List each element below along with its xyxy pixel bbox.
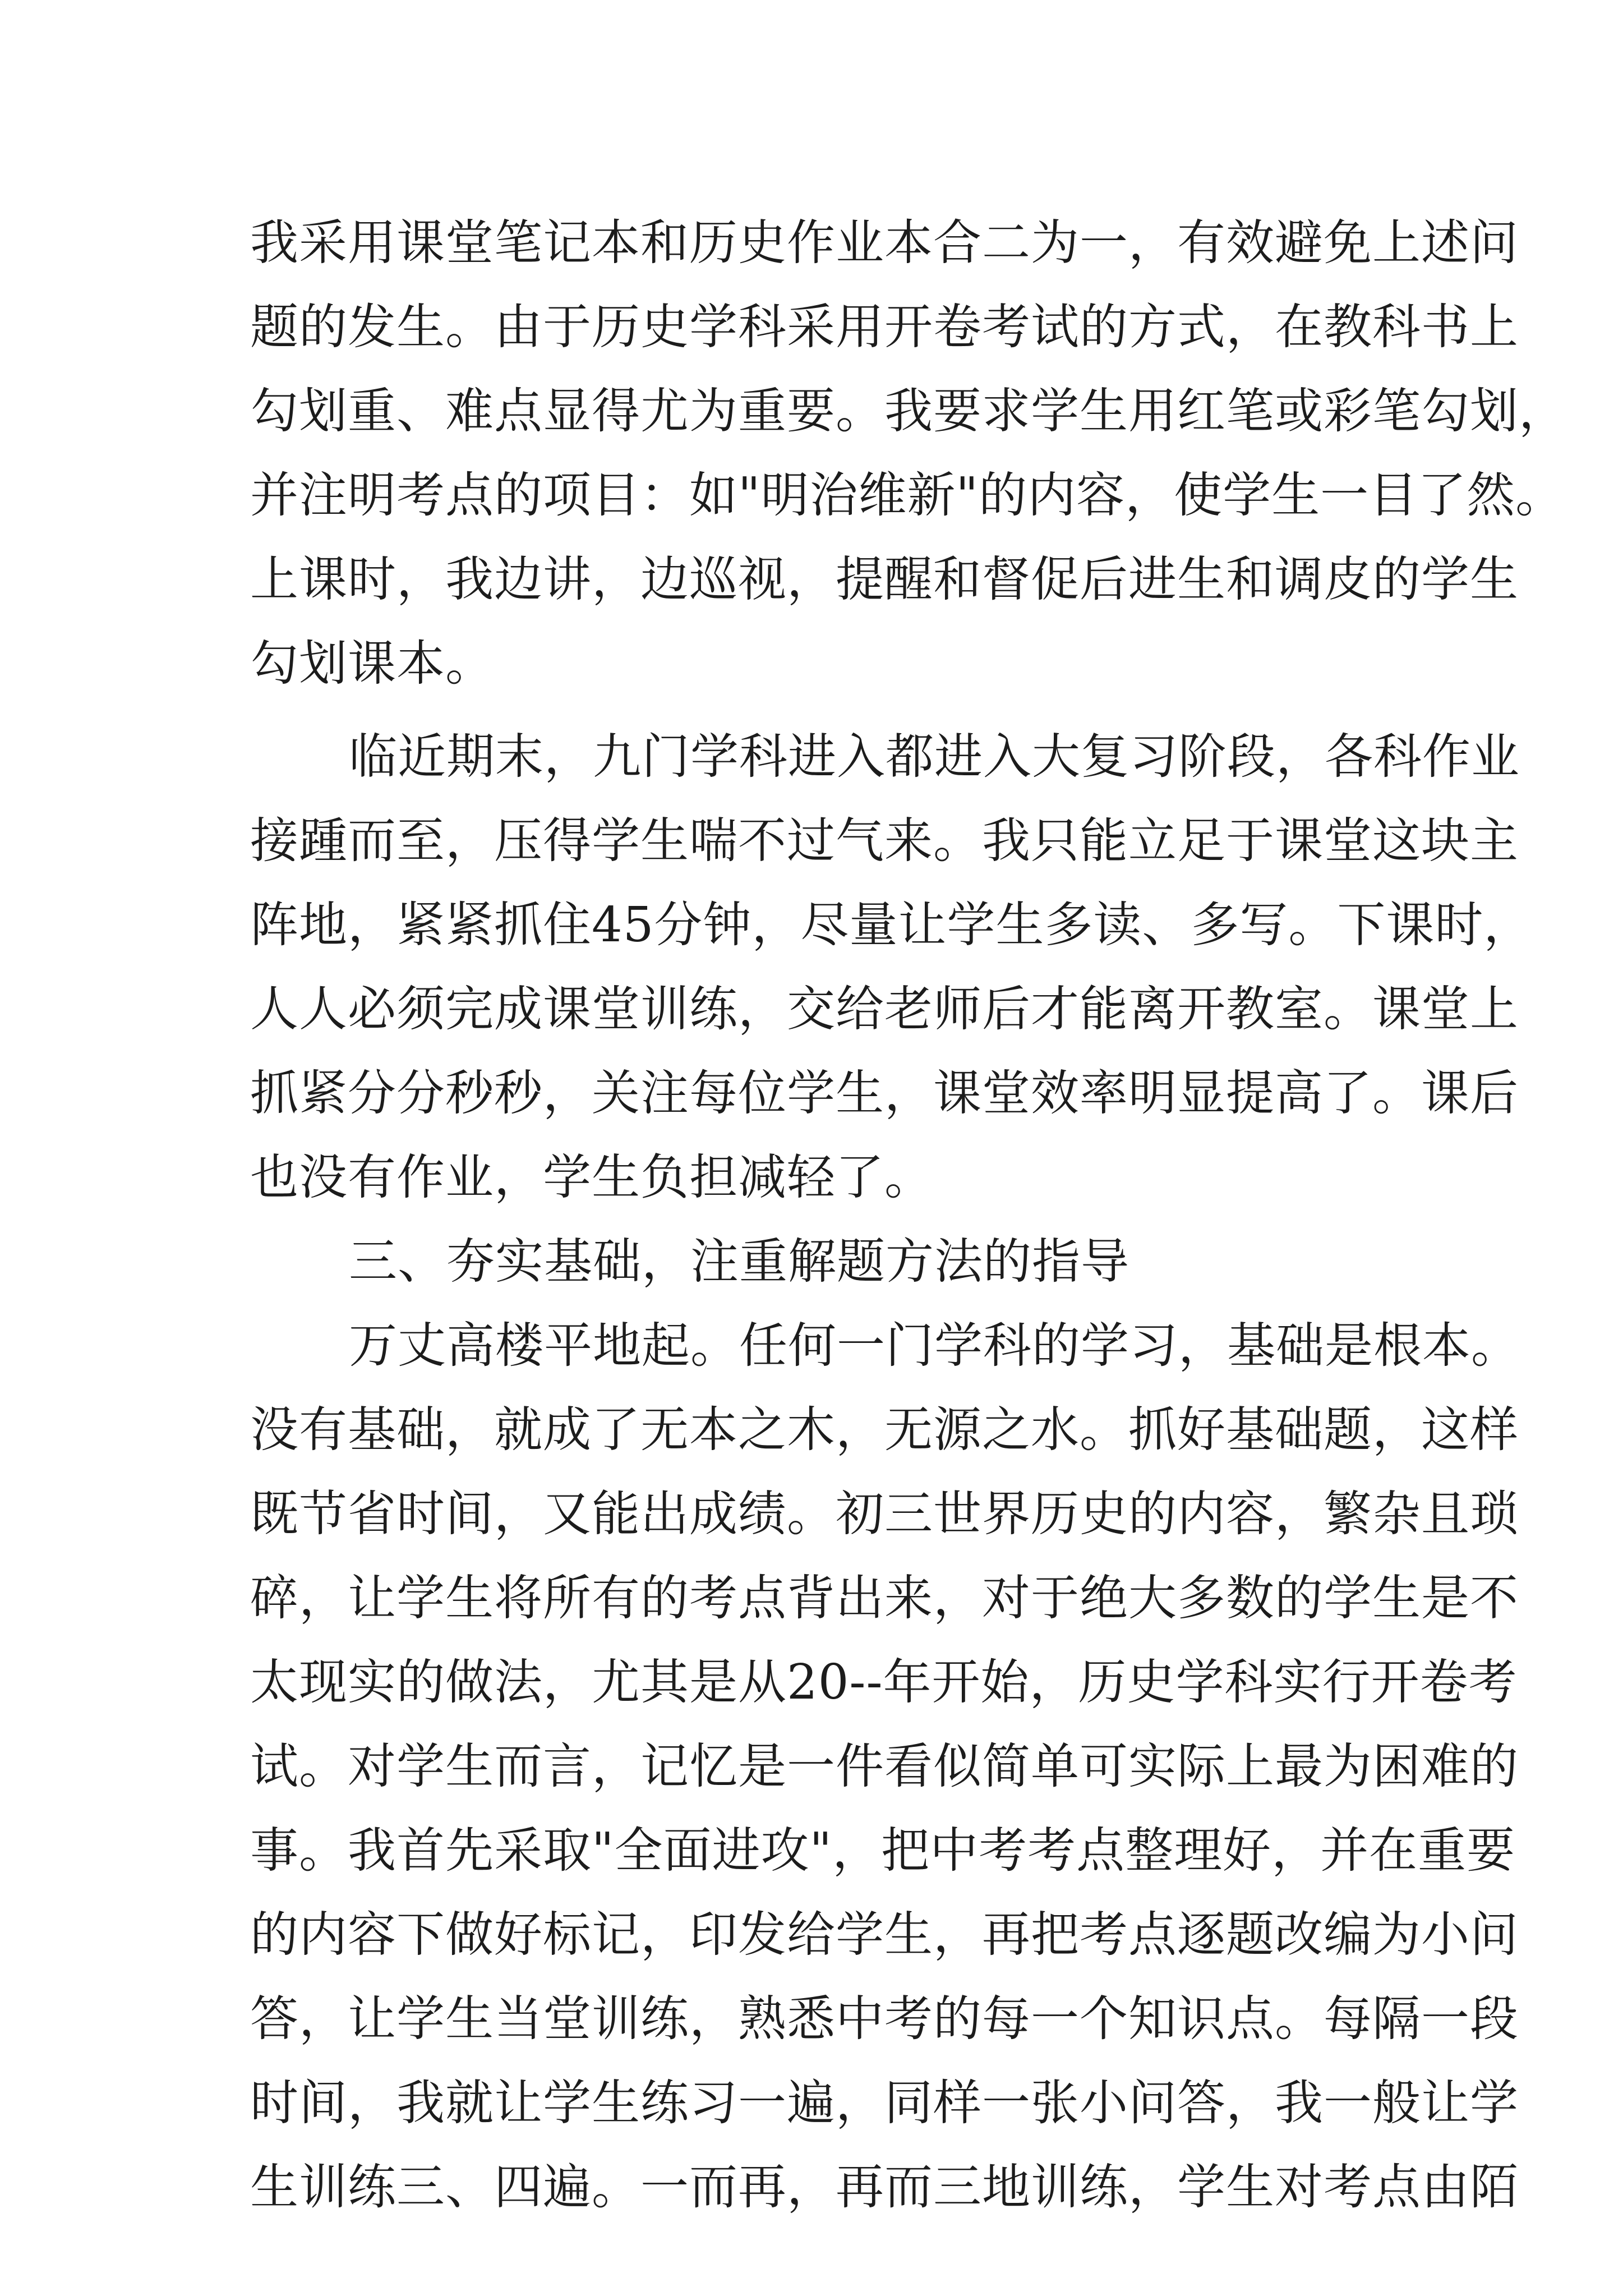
text-line: 答，让学生当堂训练，熟悉中考的每一个知识点。每隔一段 (250, 1991, 1519, 2047)
text-line: 碎，让学生将所有的考点背出来，对于绝大多数的学生是不 (250, 1570, 1519, 1626)
text-line: 试。对学生而言，记忆是一件看似简单可实际上最为困难的 (250, 1738, 1519, 1795)
text-line: 抓紧分分秒秒，关注每位学生，课堂效率明显提高了。课后 (250, 1065, 1519, 1121)
text-line: 既节省时间，又能出成绩。初三世界历史的内容，繁杂且琐 (250, 1486, 1519, 1542)
text-line: 并注明考点的项目：如"明治维新"的内容，使学生一目了然。 (250, 467, 1565, 523)
text-line: 我采用课堂笔记本和历史作业本合二为一，有效避免上述问 (250, 215, 1519, 271)
text-line: 也没有作业，学生负担减轻了。 (250, 1149, 933, 1205)
paragraph-final-review (250, 715, 1533, 1220)
text-line: 的内容下做好标记，印发给学生，再把考点逐题改编为小问 (250, 1907, 1519, 1963)
paragraph-notebook-method (250, 201, 1567, 706)
paragraph-spacer (250, 706, 1394, 715)
text-line: 事。我首先采取"全面进攻"，把中考考点整理好，并在重要 (250, 1823, 1516, 1879)
text-line: 阵地，紧紧抓住45分钟，尽量让学生多读、多写。下课时， (250, 897, 1533, 953)
text-line: 生训练三、四遍。一而再，再而三地训练，学生对考点由陌 (250, 2159, 1519, 2215)
text-line: 接踵而至，压得学生喘不过气来。我只能立足于课堂这块主 (250, 813, 1519, 869)
text-line: 人人必须完成课堂训练，交给老师后才能离开教室。课堂上 (250, 981, 1519, 1037)
text-line: 没有基础，就成了无本之木，无源之水。抓好基础题，这样 (250, 1402, 1519, 1458)
text-line: 临近期末，九门学科进入都进入大复习阶段，各科作业 (349, 729, 1520, 785)
text-line: 上课时，我边讲，边巡视，提醒和督促后进生和调皮的学生 (250, 551, 1519, 608)
text-line: 勾划课本。 (250, 636, 494, 692)
text-line: 三、夯实基础，注重解题方法的指导 (349, 1234, 1129, 1290)
text-line: 万丈高楼平地起。任何一门学科的学习，基础是根本。 (349, 1318, 1520, 1374)
paragraph-foundation (250, 1304, 1520, 2229)
section-heading-three (250, 1220, 1394, 1304)
text-line: 题的发生。由于历史学科采用开卷考试的方式，在教科书上 (250, 299, 1519, 355)
document-body (250, 201, 1567, 2229)
text-line: 太现实的做法，尤其是从20--年开始，历史学科实行开卷考 (250, 1654, 1518, 1710)
text-line: 勾划重、难点显得尤为重要。我要求学生用红笔或彩笔勾划， (250, 383, 1567, 439)
text-line: 时间，我就让学生练习一遍，同样一张小问答，我一般让学 (250, 2075, 1519, 2131)
